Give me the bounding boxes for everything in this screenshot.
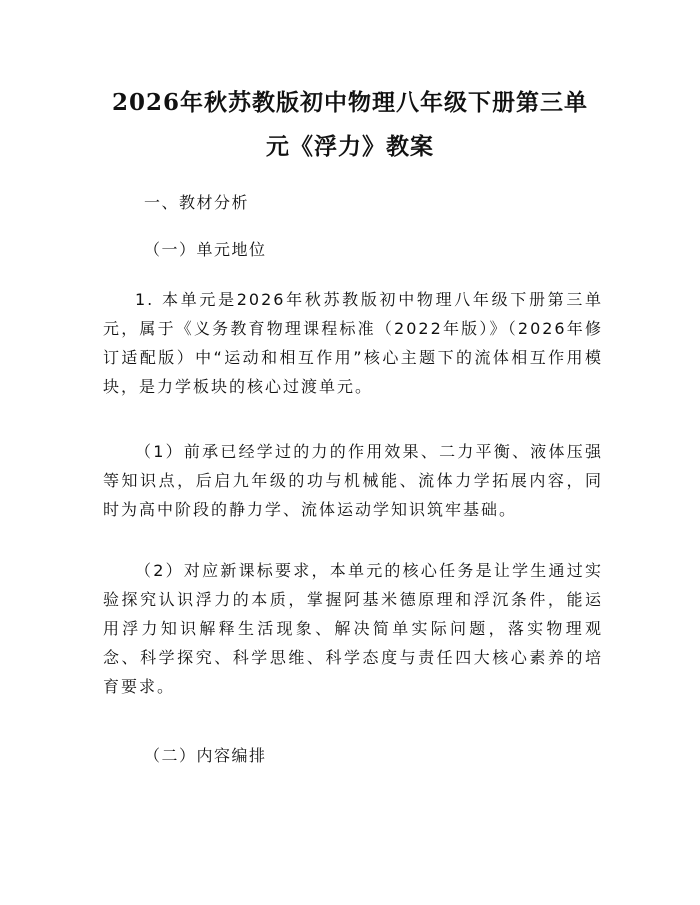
subsection-heading-unit-position: （一）单元地位: [144, 240, 267, 259]
paragraph-unit-overview: 1. 本单元是2026年秋苏教版初中物理八年级下册第三单元，属于《义务教育物理课程标准（2022年版）》（2026年修订适配版）中“运动和相互作用”核心主题下的流体相互作用模块，是力学板块的核心过渡单元。: [103, 290, 603, 396]
section-heading-textbook-analysis: 一、教材分析: [144, 193, 250, 212]
subsection-heading-content-arrangement: （二）内容编排: [144, 746, 267, 765]
document-title-line-2: 元《浮力》教案: [266, 133, 434, 160]
paragraph-core-task: （2）对应新课标要求，本单元的核心任务是让学生通过实验探究认识浮力的本质，掌握阿基米德原理和浮沉条件，能运用浮力知识解释生活现象、解决简单实际问题，落实物理观念、科学探究、科学思维、科学态度与责任四大核心素养的培育要求。: [103, 561, 603, 696]
document-title-line-1: 2026年秋苏教版初中物理八年级下册第三单: [111, 89, 588, 116]
paragraph-prior-knowledge: （1）前承已经学过的力的作用效果、二力平衡、液体压强等知识点，后启九年级的功与机械能、流体力学拓展内容，同时为高中阶段的静力学、流体运动学知识筑牢基础。: [103, 442, 603, 519]
